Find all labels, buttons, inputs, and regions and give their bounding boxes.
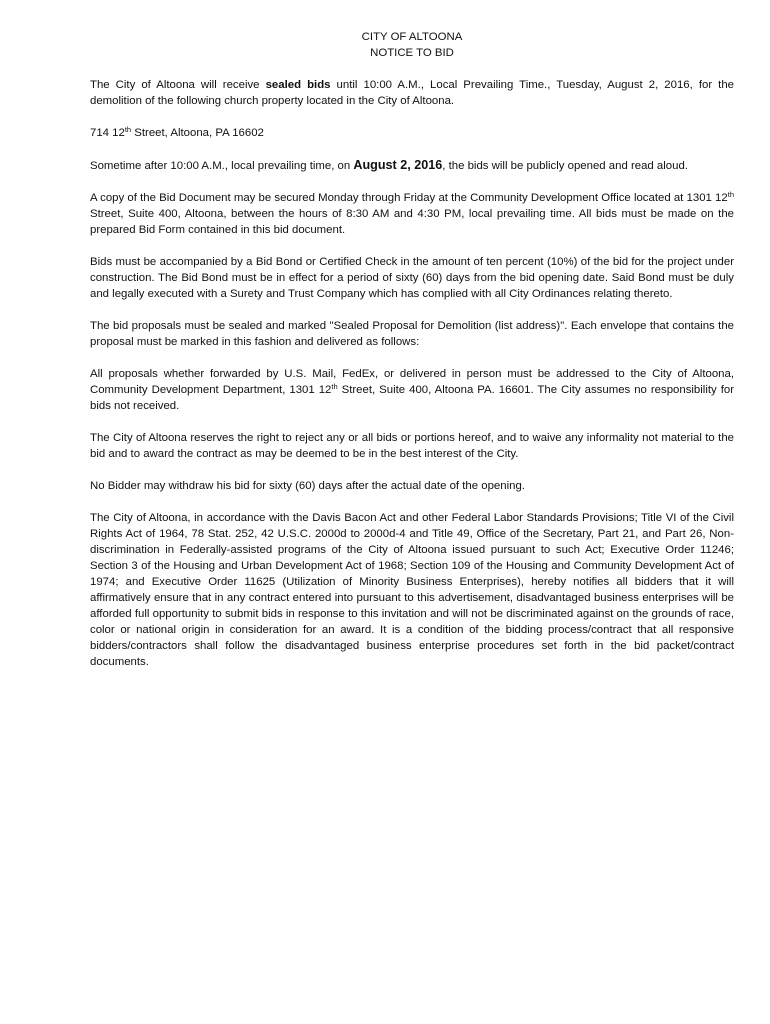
superscript: th — [727, 190, 734, 199]
text-run: Street, Altoona, PA 16602 — [131, 127, 264, 139]
text-run: Street, Suite 400, Altoona PA. 16601. The City assumes no responsibility for bids not received. — [90, 384, 734, 412]
paragraph-sealed-bids — [90, 77, 734, 109]
text-run: 714 12 — [90, 127, 125, 139]
paragraph-sealed-proposal: The bid proposals must be sealed and marked "Sealed Proposal for Demolition (list address)". Each envelope that contains the proposal must be marked in this fashion and delivered as follows: — [90, 320, 734, 348]
document-page — [90, 29, 734, 686]
bold-text: August 2, 2016 — [353, 158, 443, 172]
text-run: until 10:00 A.M., Local Prevailing Time., Tuesday, August 2, 2016, for the demolition of the following church property located in the City of Altoona. — [90, 79, 734, 107]
paragraph-property-address — [90, 125, 734, 141]
text-run: The City of Altoona will receive — [90, 79, 266, 91]
paragraph-nondiscrimination: The City of Altoona, in accordance with the Davis Bacon Act and other Federal Labor Standards Provisions; Title VI of the Civil Rights Act of 1964, 78 Stat. 252, 42 U.S.C. 2000d to 2000d-4 and Title 49, Office of the Secretary, Part 21, and Part 26, Non-discrimination in Federally-assisted programs of the City of Altoona issued pursuant to such Act; Executive Order 11246; Section 3 of the Housing and Urban Development Act of 1968; Section 109 of the Housing and Community Development Act of 1974; and Executive Order 11625 (Utilization of Minority Business Enterprises), hereby notifies all bidders that it will affirmatively ensure that in any contract entered into pursuant to this advertisement, disadvantaged business enterprises will be afforded full opportunity to submit bids in response to this invitation and will not be discriminated against on the grounds of race, color or national origin in consideration for an award. It is a condition of the bidding process/contract that all responsive bidders/contractors shall follow the disadvantaged business enterprise procedures set forth in the bid packet/contract documents. — [90, 512, 734, 668]
paragraph-bid-opening — [90, 157, 734, 174]
paragraph-bid-document — [90, 190, 734, 238]
paragraph-bid-bond: Bids must be accompanied by a Bid Bond or Certified Check in the amount of ten percent (10%) of the bid for the project under construction. The Bid Bond must be in effect for a period of sixty (60) days from the bid opening date. Said Bond must be duly and legally executed with a Surety and Trust Company which has complied with all City Ordinances relating thereto. — [90, 256, 734, 300]
bold-text: sealed bids — [265, 79, 331, 91]
text-run: Street, Suite 400, Altoona, between the hours of 8:30 AM and 4:30 PM, local prevailing time. All bids must be made on the prepared Bid Form contained in this bid document. — [90, 208, 734, 236]
document-title: CITY OF ALTOONA — [361, 31, 463, 43]
document-subtitle: NOTICE TO BID — [370, 47, 454, 59]
paragraph-delivery-address — [90, 366, 734, 414]
text-run: All proposals whether forwarded by U.S. Mail, FedEx, or delivered in person must be addressed to the City of Altoona, Community Development Department, 1301 12 — [90, 368, 734, 396]
paragraph-reject-rights: The City of Altoona reserves the right to reject any or all bids or portions hereof, and to waive any informality not material to the bid and to award the contract as may be deemed to be in the best interest of the City. — [90, 432, 734, 460]
text-run: A copy of the Bid Document may be secured Monday through Friday at the Community Development Office located at 1301 12 — [90, 192, 728, 204]
text-run: , the bids will be publicly opened and read aloud. — [442, 160, 688, 172]
document-header — [90, 29, 734, 61]
text-run: Sometime after 10:00 A.M., local prevailing time, on — [90, 160, 354, 172]
paragraph-withdrawal: No Bidder may withdraw his bid for sixty (60) days after the actual date of the opening. — [90, 480, 525, 492]
superscript: th — [331, 382, 338, 391]
superscript: th — [124, 125, 132, 134]
